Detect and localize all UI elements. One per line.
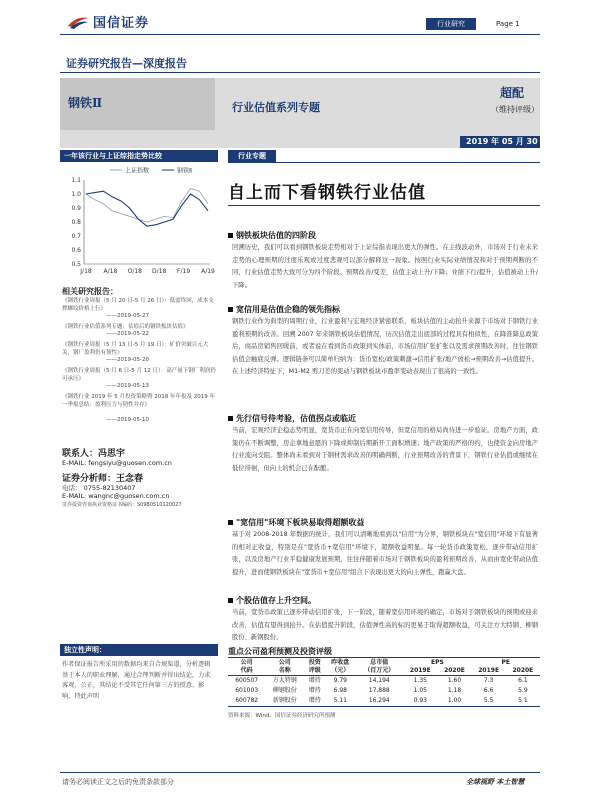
table-cell: 增持 [304,696,325,707]
table-cell: 601003 [235,687,259,694]
related-report-date: ——2019-05-13 [106,383,149,389]
table-cell: 9.79 [333,677,347,684]
related-report-date: ——2019-05-27 [106,313,149,319]
guosen-logo-icon [66,14,90,30]
table-cell: 600782 [228,696,265,707]
bullet-icon [228,520,233,525]
table-source: 资料来源：Wind、国信证券经济研究所预测 [228,713,336,719]
index-series-line [86,188,208,222]
table-cell: 0.93 [403,696,437,707]
table-cell: 5.11 [325,696,355,707]
table-cell: 7.3 [483,677,494,684]
related-report-title: 《钢铁行业周报（5 月 20 日-5 月 26 日）：低需终回，成本支撑螺纹价格上行》 [62,298,214,312]
analyst-email: E-MAIL: wangnc@guosen.com.cn [62,492,170,500]
table-cell: 6.98 [333,687,347,694]
section-heading: "宽信用"环境下板块易取得超额收益 [228,517,364,528]
x-tick-label: A/18 [103,268,118,275]
legend-label: 钢铁Ⅱ [177,167,192,175]
related-report-title: 《钢铁行业周报（5 月 13 日-5 月 19 日）：矿价突破百元大关，钢厂盈利仍有韧性》 [62,342,209,356]
report-type: 证券研究报告—深度报告 [66,57,187,70]
table-cell: 1.05 [413,687,427,694]
table-header: EPS [430,659,444,666]
related-report-title: 《钢铁行业估值系列专题：估值后的钢铁板块估值》 [62,324,189,330]
table-header: 评级 [304,667,325,676]
y-tick-label: 0.6 [71,247,81,254]
performance-chart [60,164,218,284]
table-cell: 增持 [308,677,321,684]
table-header: 2019E [403,667,437,676]
independence-text: 作者保证报告所采用的数据均来自合规渠道，分析逻辑基于本人的职业理解，通过合理判断并得出结论，力求客观、公正，其结论不受其它任何第三方的授意、影响，特此声明 [62,661,211,700]
table-cell: 柳钢股份 [272,687,297,694]
series-name: 行业估值系列专题 [232,101,320,114]
section-divider [228,162,540,163]
contact-name: 联系人：冯思宇 [62,449,126,459]
x-tick-label: F/19 [177,268,191,275]
footer-slogan: 全球视野 本土智慧 [466,778,525,786]
table-cell: 5.5 [472,696,506,707]
doc-type-tag: 行业研究 [426,18,476,30]
y-tick-label: 1.0 [71,191,81,198]
table-header: （元） [325,667,355,676]
related-report-date: ——2019-05-10 [106,417,149,423]
bullet-icon [228,416,233,421]
table-header-row [228,667,540,676]
section-paragraph: 基于对 2008-2018 年数据的统计，我们可以清晰地看到以"信用"为分界，钢铁板块在"宽信用"环境下有显著的相对正收益，特别是在"宽货币+宽信用"环境下，超额收益明显。每一轮货币政策宽松，逐步带动信用扩张，以及房地产行业平稳健康发展预期，往往伴随着市场对于钢铁板块的盈利预期改善，从而由宽化带动估值提升，进而使钢铁板块在"宽货币+宽信用"组合下表现出更大的向上弹性，跑赢大盘。 [232,531,538,576]
section-heading: 个股估值存上升空间。 [228,595,316,606]
report-type-divider [60,72,540,73]
table-cell: 5.9 [518,687,528,694]
table-row [228,676,540,687]
report-date: 2019 年 05 月 30 日 [466,137,549,146]
section-paragraph: 当前，宽货币政策已逐步带动信用扩张，下一阶段，随着宽信用环境的确定，市场对于钢铁板块的预期或迎来改善，估值有望得到抬升。在估值提升阶段，估值弹性高的标的更易于取得超额收益，可关注方大特钢、柳钢股份、新钢股份。 [232,609,538,641]
table-header: 昨收盘 [331,659,350,666]
independence-title: 独立性声明： [60,644,218,656]
table-body [228,676,540,707]
table-header: 总市值 [370,659,389,666]
table-divider [228,657,540,658]
steel-series-line [86,191,208,226]
table-cell: 14,194 [368,677,390,684]
section-heading: 宽信用是估值企稳的领先指标 [228,304,340,315]
y-tick-label: 0.9 [71,205,81,212]
analyst-name: 证券分析师：王念春 [62,474,144,484]
x-tick-label: O/18 [127,268,142,275]
table-cell: 1.00 [437,696,471,707]
footer-disclaimer: 请务必阅读正文之后的免责条款部分 [62,778,174,786]
section-paragraph: 钢铁行业作为典型的周期行业，行业盈利与宏观经济紧密联系，板块估值的主动抬升来源于市场对于钢铁行业盈利预期的改善。回溯 2007 年来钢铁板块估值情况，历次估值走出底部的过程具有相似性，在降准降息政策后，商品房销售回暖前，或者说在看到货币政策到实体前，市场信用扩张扩张以及需求预期改善时，往往钢铁估值会触底反弹。逻辑链条可以简单归纳为：货币宽松/政策刺激→信用扩张/地产放松→预期改善→估值提升。在上述经济特征下，M1-M2 剪刀差的变动与钢铁板块市盈率变动表现出了很高的一致性。 [232,318,538,375]
table-header: 公司 [240,659,253,666]
bullet-icon [228,307,233,312]
table-header-row [228,659,540,667]
y-tick-label: 0.8 [71,219,81,226]
y-tick-label: 1.1 [71,177,81,184]
table-cell: 6.6 [483,687,494,694]
headline-divider [228,205,540,206]
earnings-forecast-table [228,659,540,707]
related-report-title: 《钢铁行业 2019 年 5 月投资策略暨 2018 年年报及 2019 年一季报总结：盈利压力与韧性并存》 [62,394,215,408]
brand-name: 国信证券 [93,16,150,31]
bullet-icon [228,598,233,603]
table-header: 公司 [278,659,291,666]
table-cell: 增持 [308,687,321,694]
y-tick-label: 0.7 [71,233,81,240]
section-paragraph: 回溯历史，我们可以看到钢铁板块走势相对于上证综指表现出更大的弹性。在主线波动外，市场对于行业未来走势的心理预期的过度乐观或过度悲观可以部分解释这一现象。按照行业实际业绩情况和对于预期判断的不同，行业估值走势大致可分为四个阶段。预期改善/变差，估值主动上升/下降；业绩下行/提升，估值被动上升/下降。 [232,244,538,289]
footer-divider [60,772,540,773]
table-row [228,696,540,707]
table-header: （百万元） [355,667,403,676]
table-cell: 1.35 [413,677,427,684]
headline: 自上而下看钢铁行业估值 [228,183,426,203]
table-header: 2020E [437,667,471,676]
contact-email: E-MAIL: fengsiyu@guosen.com.cn [62,459,172,467]
bullet-icon [228,233,233,238]
table-header: 名称 [265,667,304,676]
related-report-title: 《钢铁行业周报（5 月 6 日-5 月 12 日）：高产量下钢厂利润仍可承压》 [62,368,216,382]
section-paragraph: 当前，宏观经济企稳态势明显，宽货币正在向宽信用传导，但宽信用的格局尚待进一步验证。房地产方面，政策仍在不断调整，房企拿地意愿的下降或抑制后期新开工面积增速；地产政策的严格的约，也使资金向房地产行业流向受阻。整体尚未看到对于钢材需求改善的明确判断，行业预期改善的背景下，钢铁行业估值或继续在低位徘徊，但向上的机会已在酝酿。 [232,427,538,472]
table-cell: 方大特钢 [272,677,297,684]
y-tick-label: 0.5 [71,261,81,268]
section-tag: 行业专题 [228,150,276,162]
related-report-date: ——2019-05-20 [106,357,149,363]
table-header: 2020E [506,667,540,676]
header-divider [60,34,540,35]
x-tick-label: D/18 [152,268,167,275]
x-tick-label: A/19 [201,268,215,275]
related-report-date: ——2019-05-22 [106,331,149,337]
table-header: 2019E [472,667,506,676]
table-cell: 600507 [235,677,259,684]
section-heading: 先行信号待考验，估值拐点或临近 [228,413,356,424]
table-cell: 1.18 [447,687,462,694]
table-header: 投资 [308,659,321,666]
table-title: 重点公司盈利预测及投资评级 [228,647,332,656]
related-reports-title: 相关研究报告： [62,287,118,296]
rating: 超配 [500,86,525,100]
analyst-certificate: 证券投资咨询执业资格证书编码：S0980510120027 [62,502,182,508]
table-cell: 新钢股份 [265,696,304,707]
sector-name: 钢铁Ⅱ [68,96,103,110]
legend-label: 上证指数 [125,167,150,175]
x-tick-label: J/18 [80,268,92,275]
table-cell: 5.1 [506,696,540,707]
table-header: PE [501,659,511,666]
table-cell: 6.1 [518,677,528,684]
analyst-phone: 电话： 0755-82130407 [62,484,136,492]
table-header: 代码 [228,667,265,676]
table-cell: 17,888 [368,687,390,694]
table-row [228,686,540,696]
page-number: Page 1 [496,20,520,28]
chart-title: 一年该行业与上证综指走势比较 [60,150,218,162]
rating-note: （维持评级） [491,105,539,114]
table-cell: 16,294 [355,696,403,707]
section-heading: 钢铁板块估值的四阶段 [228,230,316,241]
table-cell: 1.60 [447,677,462,684]
